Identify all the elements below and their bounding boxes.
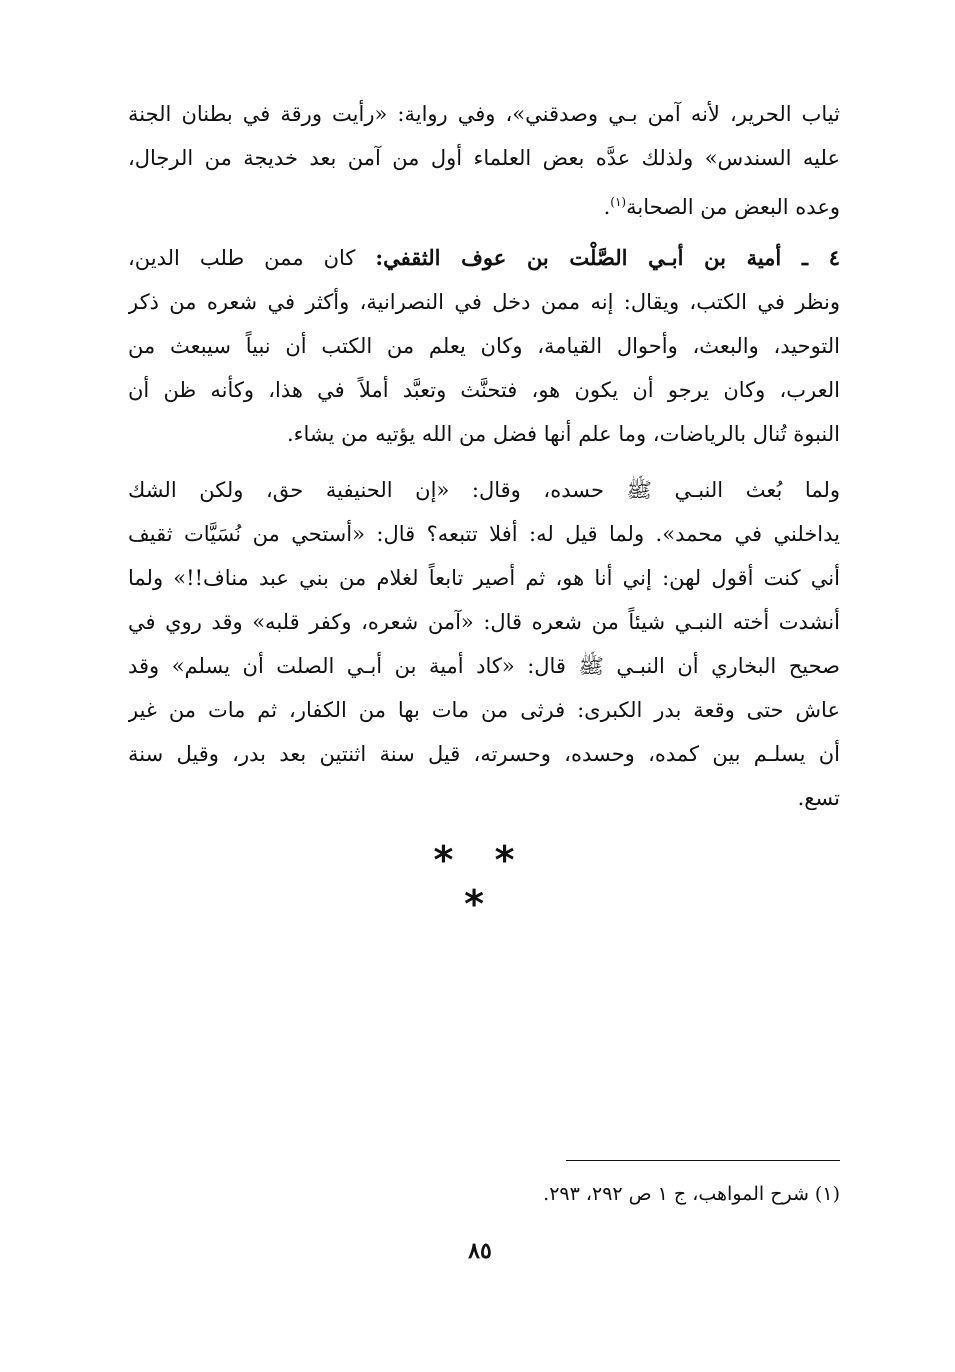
text-line: عاش حتى وقعة بدر الكبرى: فرثى من مات بها من الكفار، ثم مات من غير — [128, 698, 840, 722]
main-text — [128, 92, 840, 820]
text-line: ثياب الحرير، لأنه آمن بـي وصدقني»، وفي رواية: «رأيت ورقة في بطنان الجنة — [128, 102, 840, 126]
text-line — [128, 180, 840, 224]
paragraph-1 — [128, 92, 840, 224]
text-line: صحيح البخاري أن النبـي ﷺ قال: «كاد أمية بن أبـي الصلت أن يسلم» وقد — [128, 654, 840, 678]
text-line: أني كنت أقول لهن: إني أنا هو، ثم أصير تابعاً لغلام من بني عبد مناف!!» ولما — [128, 566, 840, 590]
section-heading: ٤ ـ أمية بن أبـي الصَّلْت بن عوف الثقفي: — [375, 245, 840, 270]
text-line: عليه السندس» ولذلك عدَّه بعض العلماء أول من آمن بعد خديجة من الرجال، — [128, 146, 840, 170]
page-number: ٨٥ — [468, 1238, 492, 1264]
text-line: العرب، وكان يرجو أن يكون هو، فتحنَّث وتعبَّد أملاً في هذا، وكأنه ظن أن — [128, 378, 840, 402]
footnote-divider — [566, 1160, 840, 1161]
text-line: أنشدت أخته النبـي شيئاً من شعره قال: «آمن شعره، وكفر قلبه» وقد روي في — [128, 610, 840, 634]
text-line: النبوة تُنال بالرياضات، وما علم أنها فضل من الله يؤتيه من يشاء. — [286, 422, 840, 446]
text-line: أن يسلـم بين كمده، وحسده، وحسرته، قيل سنة اثنتين بعد بدر، وقيل سنة — [128, 742, 840, 766]
text-line: تسع. — [797, 786, 840, 810]
text-line: يداخلني في محمد». ولما قيل له: أفلا تتبعه؟ قال: «أستحي من نُسَيَّات ثقيف — [128, 522, 840, 546]
text-line: ونظر في الكتب، ويقال: إنه ممن دخل في النصرانية، وأكثر في شعره من ذكر — [128, 290, 840, 314]
line-end: . — [603, 195, 611, 219]
paragraph-2 — [128, 236, 840, 456]
footnote-marker[interactable]: (١) — [610, 195, 627, 209]
text-line — [128, 236, 840, 280]
footnote: (١) شرح المواهب، ج ١ ص ٢٩٢، ٢٩٣. — [543, 1183, 840, 1205]
text-line: التوحيد، والبعث، وأحوال القيامة، وكان يعلم من الكتب أن نبياً سيبعث من — [128, 334, 840, 358]
text-line: ولما بُعث النبـي ﷺ حسده، وقال: «إن الحنيفية حق، ولكن الشك — [128, 478, 840, 502]
section-separator: * * * — [433, 838, 529, 926]
paragraph-3 — [128, 468, 840, 820]
heading-rest: كان ممن طلب الدين، — [128, 246, 376, 270]
line-text: وعده البعض من الصحابة — [626, 195, 840, 219]
